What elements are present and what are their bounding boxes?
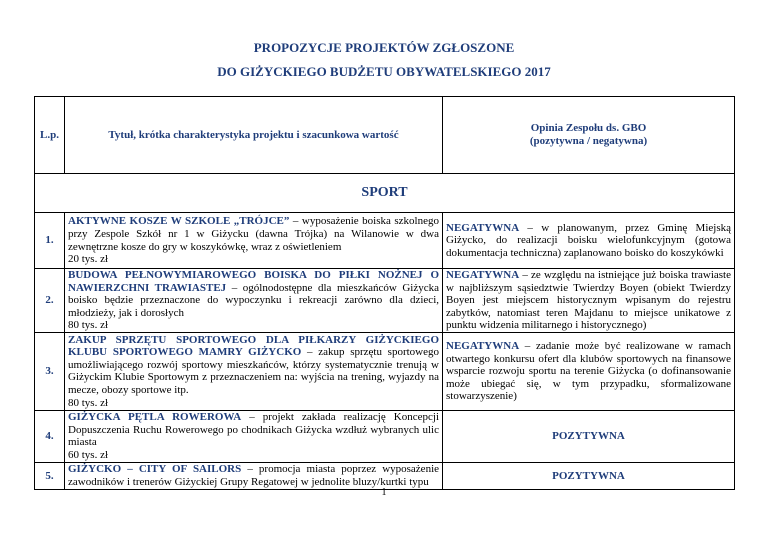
project-description: [65, 213, 443, 269]
document-title-line-2: DO GIŻYCKIEGO BUDŻETU OBYWATELSKIEGO 2017: [217, 64, 551, 79]
section-row: [35, 174, 735, 213]
table-row: [35, 269, 735, 333]
project-value: 20 tys. zł: [68, 253, 109, 266]
header-opinion-line-1: Opinia Zespołu ds. GBO: [530, 122, 647, 135]
header-opinion-line-2: (pozytywna / negatywna): [529, 135, 648, 147]
opinion-verdict: NEGATYWNA: [446, 221, 520, 234]
projects-table: [34, 96, 735, 490]
row-number: 5.: [35, 462, 65, 489]
opinion-verdict: NEGATYWNA: [446, 269, 520, 281]
header-title: Tytuł, krótka charakterystyka projektu i szacunkowa wartość: [65, 97, 443, 174]
opinion-verdict: NEGATYWNA: [446, 339, 520, 352]
project-name: BUDOWA PEŁNOWYMIAROWEGO BOISKA DO PIŁKI NOŻNEJ O NAWIERZCHNI TRAWIASTEJ: [68, 269, 439, 294]
project-name: ZAKUP SPRZĘTU SPORTOWEGO DLA PIŁKARZY GIŻYCKIEGO KLUBU SPORTOWEGO MAMRY GIŻYCKO: [68, 333, 439, 359]
table-row: [35, 410, 735, 462]
header-opinion: [443, 97, 735, 174]
header-lp: L.p.: [35, 97, 65, 174]
opinion-text: – ze względu na istniejące już boiska trawiaste w najbliższym sąsiedztwie Twierdzy Boyen (obiekt Twierdzy Boyen jest miejscem historycznym wpisanym do rejestru zabytków, natomiast teren Majdanu to miejsce unikatowe z punktu widzenia militarnego i historycznego): [446, 269, 731, 332]
project-name: AKTYWNE KOSZE W SZKOLE „TRÓJCE”: [68, 215, 290, 228]
page-number: 1: [381, 487, 387, 498]
row-number: 1.: [35, 213, 65, 269]
project-description: [65, 462, 443, 489]
table-row: [35, 213, 735, 269]
project-description: [65, 410, 443, 462]
project-name: GIŻYCKA PĘTLA ROWEROWA: [68, 411, 242, 424]
table-row: [35, 332, 735, 410]
opinion-text: – w planowanym, przez Gminę Miejską Giżycko, do realizacji boisku wielofunkcyjnym (gotowa dokumentacja techniczna) zaplanowano boisko do koszykówki: [446, 221, 731, 259]
row-number: 2.: [35, 269, 65, 333]
project-details: – ogólnodostępne dla mieszkańców Giżycka boisko będzie przeznaczone do wypoczynku i rekreacji zarówno dla dzieci, młodzieży, jak i dorosłych: [68, 281, 440, 319]
project-value: 80 tys. zł: [68, 396, 109, 409]
project-details: – promocja miasta poprzez wyposażenie zawodników i trenerów Giżyckiej Grupy Regatowej w jednolite bluzy/kurtki typu: [68, 463, 440, 488]
project-details: – wyposażenie boiska szkolnego przy Zespole Szkół nr 1 w Giżycku (dawna Trójka) na Wilanowie w dwa zewnętrzne kosze do gry w koszykówkę, wraz z oświetleniem: [68, 215, 439, 253]
opinion-text: – zadanie może być realizowane w ramach otwartego konkursu ofert dla klubów sportowych na finansowe wsparcie rozwoju sportu na terenie Giżycka (o dofinansowanie może ubiegać się, w tym przypadku, sformalizowane stowarzyszenie): [446, 339, 731, 403]
opinion-verdict: POZYTYWNA: [443, 410, 735, 462]
opinion-cell: [443, 332, 735, 410]
opinion-verdict: POZYTYWNA: [443, 462, 735, 489]
project-value: 80 tys. zł: [68, 319, 109, 332]
table-header-row: [35, 97, 735, 174]
row-number: 3.: [35, 332, 65, 410]
table-row: [35, 462, 735, 489]
project-description: [65, 269, 443, 333]
project-description: [65, 332, 443, 410]
document-title-line-1: PROPOZYCJE PROJEKTÓW ZGŁOSZONE: [253, 40, 515, 55]
section-title: SPORT: [35, 174, 735, 213]
opinion-cell: [443, 213, 735, 269]
project-value: 60 tys. zł: [68, 449, 109, 462]
project-name: GIŻYCKO – CITY OF SAILORS: [68, 463, 242, 476]
project-details: – projekt zakłada realizację Koncepcji Dopuszczenia Ruchu Rowerowego po chodnikach Giżycka wzdłuż wybranych ulic miasta: [68, 411, 439, 449]
opinion-cell: [443, 269, 735, 333]
row-number: 4.: [35, 410, 65, 462]
project-details: – zakup sprzętu sportowego umożliwiającego rozwój sportowy mieszkańców, którzy systematycznie trenują w Giżyckim Klubie Sportowym z przeznaczeniem na: wyjścia na trening, wyjazdy na mecze, obozy sportowe itp.: [68, 346, 439, 397]
